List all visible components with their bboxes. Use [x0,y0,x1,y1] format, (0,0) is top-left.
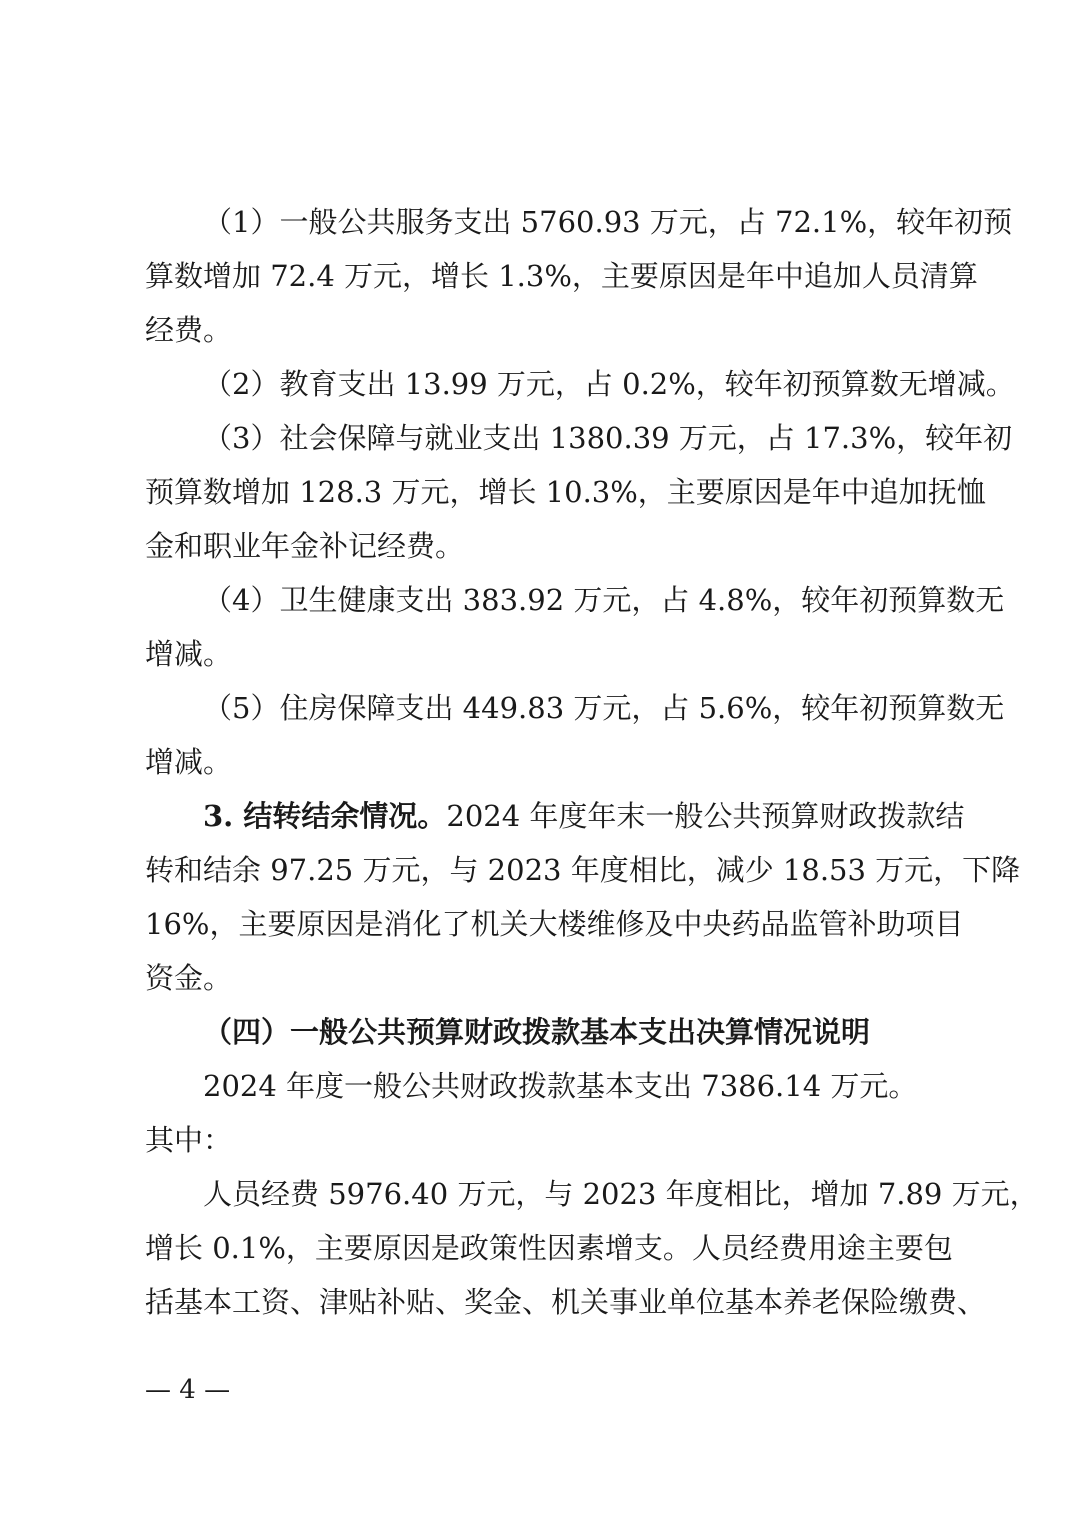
paragraph-8-line-3: 括基本工资、津贴补贴、奖金、机关事业单位基本养老保险缴费、 [145,1285,987,1319]
paragraph-7-line-1: 2024 年度一般公共财政拨款基本支出 7386.14 万元。 [203,1069,918,1103]
page-number: — 4 — [145,1375,231,1405]
paragraph-6-line-3: 16%，主要原因是消化了机关大楼维修及中央药品监管补助项目 [145,907,964,941]
paragraph-7-line-2: 其中： [145,1123,233,1157]
paragraph-3-line-3: 金和职业年金补记经费。 [145,529,465,563]
paragraph-5-line-1: （5）住房保障支出 449.83 万元，占 5.6%，较年初预算数无 [203,691,1005,725]
paragraph-4-line-2: 增减。 [145,637,233,671]
paragraph-1-line-3: 经费。 [145,313,233,347]
section-heading: （四）一般公共预算财政拨款基本支出决算情况说明 [203,1015,871,1049]
paragraph-2-line-1: （2）教育支出 13.99 万元，占 0.2%，较年初预算数无增减。 [203,367,1015,401]
paragraph-4-line-1: （4）卫生健康支出 383.92 万元，占 4.8%，较年初预算数无 [203,583,1005,617]
paragraph-3-line-2: 预算数增加 128.3 万元，增长 10.3%，主要原因是年中追加抚恤 [145,475,986,509]
paragraph-6-line-1-text: 2024 年度年末一般公共预算财政拨款结 [446,799,965,833]
paragraph-1-line-2: 算数增加 72.4 万元，增长 1.3%，主要原因是年中追加人员清算 [145,259,978,293]
paragraph-6-line-1 [203,796,965,836]
paragraph-6-line-2: 转和结余 97.25 万元，与 2023 年度相比，减少 18.53 万元，下降 [145,853,1021,887]
paragraph-8-line-1: 人员经费 5976.40 万元，与 2023 年度相比，增加 7.89 万元， [203,1177,1039,1211]
paragraph-3-line-1: （3）社会保障与就业支出 1380.39 万元，占 17.3%，较年初 [203,421,1013,455]
paragraph-1-line-1: （1）一般公共服务支出 5760.93 万元，占 72.1%，较年初预 [203,205,1013,239]
paragraph-8-line-2: 增长 0.1%，主要原因是政策性因素增支。人员经费用途主要包 [145,1231,953,1265]
section-3-title: 3. 结转结余情况。 [203,799,447,833]
paragraph-6-line-4: 资金。 [145,961,233,995]
paragraph-5-line-2: 增减。 [145,745,233,779]
